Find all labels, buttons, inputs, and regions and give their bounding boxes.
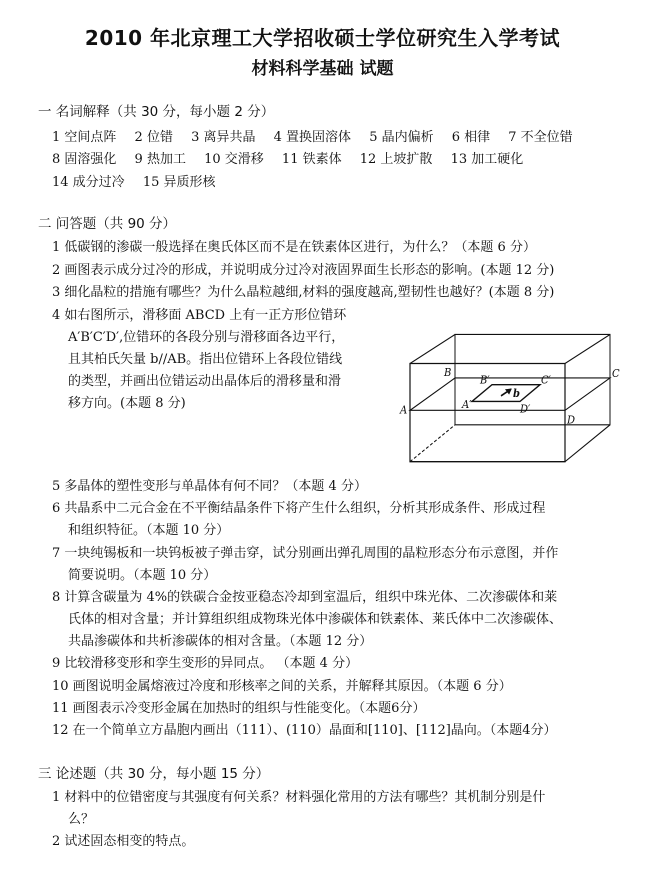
question-2-4-line-5: 移方向。(本题 8 分) <box>68 396 186 411</box>
exam-title: 2010 年北京理工大学招收硕士学位研究生入学考试 <box>84 26 561 50</box>
terms-row-3 <box>52 171 230 190</box>
question-2-4-line-1: 4 如右图所示，滑移面 ABCD 上有一正方形位错环 <box>52 308 347 323</box>
question-2-8-line-3: 共晶渗碳体和共析渗碳体的相对含量。（本题 12 分） <box>68 634 373 649</box>
section-3-heading: 三 论述题（共 30 分，每小题 15 分） <box>38 766 270 782</box>
crystal-slip-figure <box>400 330 618 455</box>
question-2-4-line-4: 的类型，并画出位错运动出晶体后的滑移量和滑 <box>68 374 342 389</box>
term-5: 5 晶内偏析 <box>369 130 434 145</box>
slip-plane-abcd <box>410 378 610 410</box>
question-2-9: 9 比较滑移变形和孪生变形的异同点。 （本题 4 分） <box>52 656 359 671</box>
label-c-prime: C′ <box>541 374 551 387</box>
question-2-2: 2 画图表示成分过冷的形成，并说明成分过冷对液固界面生长形态的影响。(本题 12 分) <box>52 263 555 278</box>
section-1-heading: 一 名词解释（共 30 分，每小题 2 分） <box>38 104 275 120</box>
question-2-11: 11 画图表示冷变形金属在加热时的组织与性能变化。（本题6分） <box>52 701 426 716</box>
question-2-5: 5 多晶体的塑性变形与单晶体有何不同？（本题 4 分） <box>52 479 367 494</box>
term-2: 2 位错 <box>134 130 173 145</box>
label-burgers-b: b <box>513 387 520 401</box>
question-2-4-line-2: A′B′C′D′,位错环的各段分别与滑移面各边平行， <box>68 330 345 345</box>
question-2-1: 1 低碳钢的渗碳一般选择在奥氏体区而不是在铁素体区进行，为什么？（本题 6 分） <box>52 240 536 255</box>
question-2-7-line-2: 简要说明。（本题 10 分） <box>68 568 217 583</box>
question-2-8-line-2: 氏体的相对含量；并计算组织组成物珠光体中渗碳体和铁素体、莱氏体中二次渗碳体、 <box>68 612 563 627</box>
question-2-6-line-1: 6 共晶系中二元合金在不平衡结晶条件下将产生什么组织，分析其形成条件、形成过程 <box>52 501 546 516</box>
term-13: 13 加工硬化 <box>450 152 524 167</box>
question-2-7-line-1: 7 一块纯锡板和一块钨板被子弹击穿，试分别画出弹孔周围的晶粒形态分布示意图，并作 <box>52 546 559 561</box>
label-d: D <box>567 414 576 427</box>
label-c: C <box>612 367 620 381</box>
term-14: 14 成分过冷 <box>52 175 125 190</box>
question-2-6-line-2: 和组织特征。（本题 10 分） <box>68 523 230 538</box>
terms-row-2 <box>52 148 537 167</box>
question-2-8-line-1: 8 计算含碳量为 4%的铁碳合金按亚稳态冷却到室温后，组织中珠光体、二次渗碳体和莱 <box>52 590 558 605</box>
question-3-2: 2 试述固态相变的特点。 <box>52 834 195 849</box>
term-4: 4 置换固溶体 <box>273 130 352 145</box>
term-10: 10 交滑移 <box>204 152 264 167</box>
question-2-3: 3 细化晶粒的措施有哪些？为什么晶粒越细,材料的强度越高,塑韧性也越好？(本题 8 分) <box>52 285 555 300</box>
exam-subtitle: 材料科学基础 试题 <box>251 59 394 79</box>
term-6: 6 相律 <box>451 130 491 145</box>
question-3-1-line-2: 么？ <box>68 812 95 827</box>
label-a-prime: A′ <box>462 398 472 412</box>
question-3-1-line-1: 1 材料中的位错密度与其强度有何关系？材料强化常用的方法有哪些？其机制分别是什 <box>52 790 546 805</box>
term-7: 7 不全位错 <box>508 130 573 145</box>
term-8: 8 固溶强化 <box>52 152 117 167</box>
term-3: 3 离异共晶 <box>191 130 256 145</box>
terms-row-1 <box>52 126 587 145</box>
term-11: 11 铁素体 <box>281 152 342 167</box>
label-d-prime: D′ <box>520 403 531 416</box>
term-15: 15 异质形核 <box>142 175 216 190</box>
question-2-10: 10 画图说明金属熔液过冷度和形核率之间的关系，并解释其原因。（本题 6 分） <box>52 679 512 694</box>
label-a: A <box>400 404 408 417</box>
label-b: B <box>444 366 452 379</box>
term-9: 9 热加工 <box>134 152 186 167</box>
term-12: 12 上坡扩散 <box>359 152 433 167</box>
question-2-4-line-3: 且其柏氏矢量 b//AB。指出位错环上各段位错线 <box>68 352 343 367</box>
label-b-prime: B′ <box>480 374 490 387</box>
term-1: 1 空间点阵 <box>52 130 117 145</box>
crystal-back-face <box>455 334 610 424</box>
question-2-12: 12 在一个简单立方晶胞内画出（111）、(110）晶面和[110]、[112]晶向。（本题4分） <box>52 723 557 738</box>
section-2-heading: 二 问答题（共 90 分） <box>38 216 177 232</box>
